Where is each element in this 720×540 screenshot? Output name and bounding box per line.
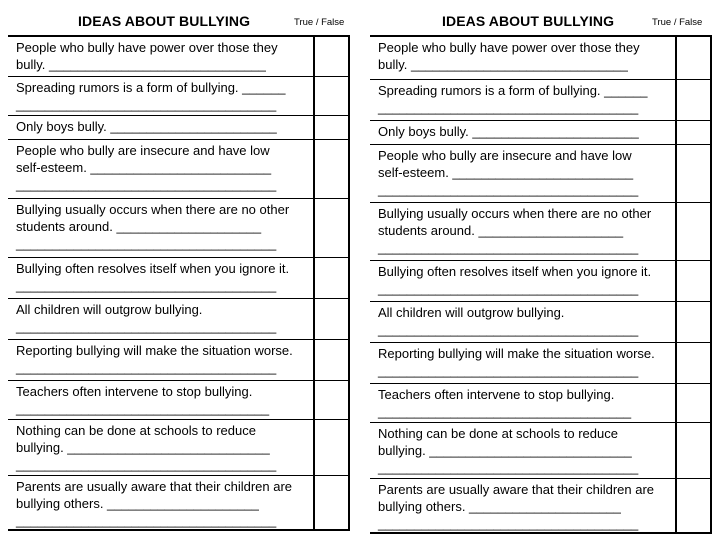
statement-line: bullying. ____________________________ bbox=[16, 440, 270, 455]
statement-row bbox=[8, 380, 350, 419]
statement-line: ____________________________________ bbox=[16, 360, 277, 375]
true-false-answer-box[interactable] bbox=[675, 203, 712, 260]
statement-line: People who bully are insecure and have low bbox=[16, 143, 270, 158]
true-false-answer-box[interactable] bbox=[313, 258, 350, 298]
statement-line: self-esteem. _________________________ bbox=[378, 165, 634, 180]
true-false-answer-box[interactable] bbox=[675, 423, 712, 478]
statement-row bbox=[8, 298, 350, 339]
statement-text bbox=[8, 476, 313, 529]
statement-row bbox=[8, 475, 350, 529]
statement-line: ____________________________________ bbox=[16, 177, 277, 192]
statement-row bbox=[370, 120, 712, 144]
true-false-answer-box[interactable] bbox=[675, 384, 712, 422]
statement-line: ____________________________________ bbox=[16, 319, 277, 334]
statement-line: ____________________________________ bbox=[16, 236, 277, 251]
statement-line: People who bully have power over those they bbox=[16, 40, 278, 55]
statement-text bbox=[370, 479, 675, 532]
true-false-answer-box[interactable] bbox=[675, 37, 712, 79]
statement-line: Nothing can be done at schools to reduce bbox=[378, 426, 618, 441]
statement-line: ____________________________________ bbox=[378, 100, 639, 115]
statement-text bbox=[8, 37, 313, 76]
statement-text bbox=[370, 302, 675, 342]
statement-line: ____________________________________ bbox=[16, 513, 277, 528]
statement-line: bullying others. _____________________ bbox=[16, 496, 259, 511]
statement-line: All children will outgrow bullying. bbox=[378, 305, 565, 320]
statement-line: ____________________________________ bbox=[16, 457, 277, 472]
statement-text bbox=[8, 77, 313, 115]
statement-row bbox=[8, 339, 350, 380]
statement-line: bullying others. _____________________ bbox=[378, 499, 621, 514]
statement-text bbox=[8, 199, 313, 257]
statement-line: ____________________________________ bbox=[16, 97, 277, 112]
statement-line: self-esteem. _________________________ bbox=[16, 160, 272, 175]
statement-text bbox=[370, 423, 675, 478]
statement-line: Only boys bully. _______________________ bbox=[378, 124, 639, 139]
statement-text bbox=[8, 140, 313, 198]
statement-line: Bullying often resolves itself when you ignore it. bbox=[16, 261, 290, 276]
worksheet-title: IDEAS ABOUT BULLYING bbox=[78, 13, 251, 29]
statement-text bbox=[8, 340, 313, 380]
statement-line: Teachers often intervene to stop bullying. bbox=[16, 384, 253, 399]
statement-line: Only boys bully. _______________________ bbox=[16, 119, 277, 134]
statement-line: ____________________________________ bbox=[378, 516, 639, 531]
statement-line: ____________________________________ bbox=[378, 460, 639, 475]
true-false-answer-box[interactable] bbox=[675, 302, 712, 342]
statement-line: Spreading rumors is a form of bullying. ______ bbox=[378, 83, 648, 98]
true-false-answer-box[interactable] bbox=[313, 299, 350, 339]
statement-line: ____________________________________ bbox=[378, 182, 639, 197]
true-false-answer-box[interactable] bbox=[313, 199, 350, 257]
statement-line: Bullying usually occurs when there are no other bbox=[378, 206, 652, 221]
true-false-answer-box[interactable] bbox=[313, 476, 350, 529]
statement-line: Parents are usually aware that their children are bbox=[16, 479, 293, 494]
statement-line: bully. ______________________________ bbox=[16, 57, 266, 72]
true-false-answer-box[interactable] bbox=[675, 121, 712, 144]
statement-text bbox=[8, 381, 313, 419]
statement-row bbox=[370, 144, 712, 202]
statement-table bbox=[8, 35, 350, 531]
statement-text bbox=[370, 261, 675, 301]
statement-row bbox=[8, 37, 350, 76]
true-false-answer-box[interactable] bbox=[675, 479, 712, 532]
true-false-answer-box[interactable] bbox=[675, 145, 712, 202]
statement-line: students around. ____________________ bbox=[378, 223, 624, 238]
statement-row bbox=[8, 115, 350, 139]
statement-text bbox=[370, 145, 675, 202]
worksheet-left bbox=[8, 0, 358, 540]
statement-row bbox=[370, 301, 712, 342]
statement-row bbox=[370, 342, 712, 383]
statement-row bbox=[370, 79, 712, 120]
statement-row bbox=[8, 257, 350, 298]
true-false-answer-box[interactable] bbox=[313, 37, 350, 76]
statement-text bbox=[370, 343, 675, 383]
statement-text bbox=[370, 121, 675, 144]
true-false-answer-box[interactable] bbox=[313, 381, 350, 419]
statement-table bbox=[370, 35, 712, 534]
statement-row bbox=[370, 478, 712, 532]
statement-row bbox=[8, 198, 350, 257]
statement-line: Teachers often intervene to stop bullying. bbox=[378, 387, 615, 402]
statement-line: All children will outgrow bullying. bbox=[16, 302, 203, 317]
statement-text bbox=[370, 80, 675, 120]
statement-line: Bullying usually occurs when there are no other bbox=[16, 202, 290, 217]
statement-row bbox=[370, 383, 712, 422]
statement-row bbox=[370, 422, 712, 478]
statement-line: bully. ______________________________ bbox=[378, 57, 628, 72]
statement-line: ____________________________________ bbox=[378, 363, 639, 378]
worksheet-header bbox=[370, 0, 720, 35]
statement-line: ____________________________________ bbox=[16, 278, 277, 293]
statement-text bbox=[8, 420, 313, 475]
statement-row bbox=[8, 139, 350, 198]
statement-text bbox=[8, 299, 313, 339]
statement-line: ____________________________________ bbox=[378, 322, 639, 337]
statement-line: bullying. ____________________________ bbox=[378, 443, 632, 458]
statement-line: Nothing can be done at schools to reduce bbox=[16, 423, 256, 438]
true-false-answer-box[interactable] bbox=[313, 77, 350, 115]
worksheet-title: IDEAS ABOUT BULLYING bbox=[442, 13, 615, 29]
true-false-answer-box[interactable] bbox=[313, 420, 350, 475]
statement-line: ____________________________________ bbox=[378, 281, 639, 296]
statement-text bbox=[8, 258, 313, 298]
true-false-answer-box[interactable] bbox=[675, 261, 712, 301]
true-false-column-label: True / False bbox=[294, 17, 345, 28]
statement-text bbox=[370, 203, 675, 260]
statement-line: ____________________________________ bbox=[378, 240, 639, 255]
true-false-answer-box[interactable] bbox=[313, 116, 350, 139]
statement-row bbox=[370, 260, 712, 301]
statement-text bbox=[8, 116, 313, 139]
statement-line: People who bully are insecure and have low bbox=[378, 148, 632, 163]
statement-line: Reporting bullying will make the situation worse. bbox=[16, 343, 293, 358]
statement-line: Bullying often resolves itself when you ignore it. bbox=[378, 264, 652, 279]
statement-line: Reporting bullying will make the situation worse. bbox=[378, 346, 655, 361]
statement-text bbox=[370, 384, 675, 422]
statement-line: students around. ____________________ bbox=[16, 219, 262, 234]
statement-line: ___________________________________ bbox=[16, 401, 270, 416]
statement-row bbox=[8, 76, 350, 115]
true-false-column-label: True / False bbox=[652, 17, 703, 28]
statement-row bbox=[370, 202, 712, 260]
statement-line: Spreading rumors is a form of bullying. ______ bbox=[16, 80, 286, 95]
statement-row bbox=[370, 37, 712, 79]
true-false-answer-box[interactable] bbox=[313, 140, 350, 198]
statement-line: ___________________________________ bbox=[378, 404, 632, 419]
true-false-answer-box[interactable] bbox=[313, 340, 350, 380]
worksheet-right bbox=[370, 0, 720, 540]
statement-line: People who bully have power over those they bbox=[378, 40, 640, 55]
true-false-answer-box[interactable] bbox=[675, 80, 712, 120]
true-false-answer-box[interactable] bbox=[675, 343, 712, 383]
statement-line: Parents are usually aware that their children are bbox=[378, 482, 655, 497]
worksheet-header bbox=[8, 0, 358, 35]
statement-text bbox=[370, 37, 675, 79]
statement-row bbox=[8, 419, 350, 475]
